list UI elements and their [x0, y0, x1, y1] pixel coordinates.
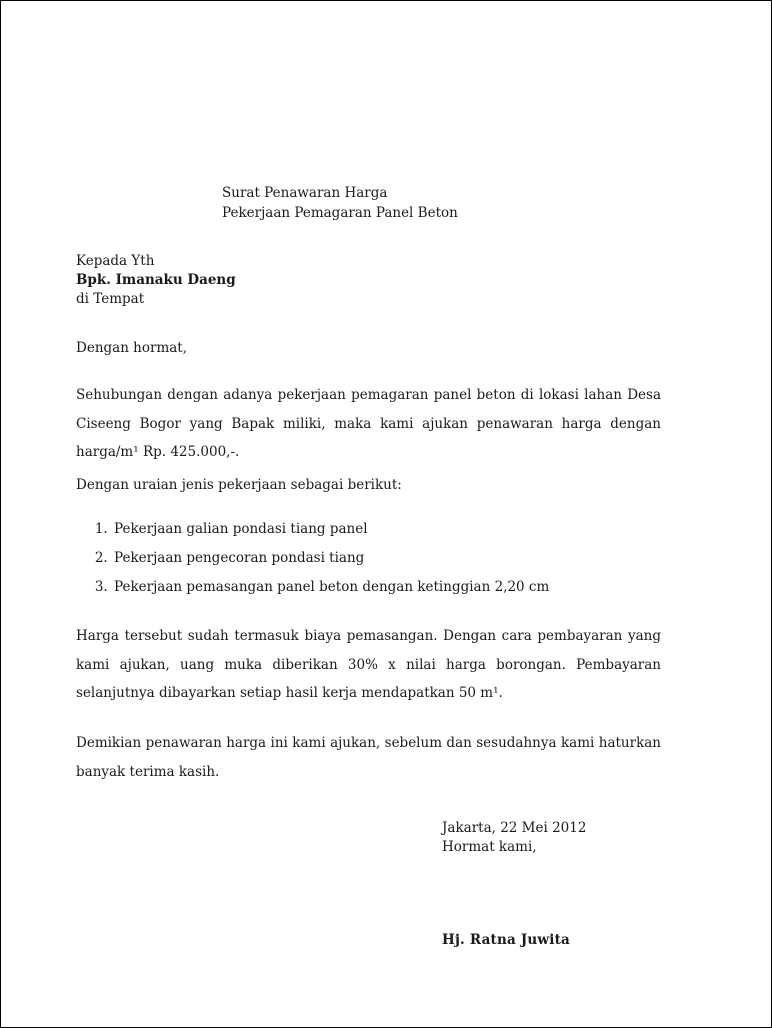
regards: Hormat kami, — [442, 839, 537, 855]
closing-block — [442, 819, 586, 857]
recipient-block — [76, 252, 236, 309]
body-paragraph-payment: Harga tersebut sudah termasuk biaya pemasangan. Dengan cara pembayaran yang kami ajukan, uang muka diberikan 30% x nilai harga borongan. Pembayaran selanjutnya dibayarkan setiap hasil kerja mendapatkan 50 m¹. — [76, 628, 661, 701]
recipient-place: di Tempat — [76, 291, 145, 307]
list-item: 1. Pekerjaan galian pondasi tiang panel — [112, 515, 549, 544]
work-items-list — [76, 515, 549, 602]
recipient-name: Bpk. Imanaku Daeng — [76, 272, 236, 288]
recipient-salutation: Kepada Yth — [76, 253, 155, 269]
heading-subject: Pekerjaan Pemagaran Panel Beton — [222, 205, 458, 221]
body-paragraph-offer: Sehubungan dengan adanya pekerjaan pemagaran panel beton di lokasi lahan Desa Ciseeng Bogor yang Bapak miliki, maka kami ajukan penawaran harga dengan harga/m¹ Rp. 425.000,-. — [76, 387, 661, 460]
body-list-intro: Dengan uraian jenis pekerjaan sebagai berikut: — [76, 477, 402, 493]
greeting: Dengan hormat, — [76, 340, 188, 356]
list-item: 2. Pekerjaan pengecoran pondasi tiang — [112, 544, 549, 573]
heading-title: Surat Penawaran Harga — [222, 185, 388, 201]
list-item: 3. Pekerjaan pemasangan panel beton dengan ketinggian 2,20 cm — [112, 573, 549, 602]
signer-name: Hj. Ratna Juwita — [442, 932, 570, 948]
place-date: Jakarta, 22 Mei 2012 — [442, 820, 587, 836]
letter-heading — [222, 183, 458, 223]
body-paragraph-closing: Demikian penawaran harga ini kami ajukan, sebelum dan sesudahnya kami haturkan banyak terima kasih. — [76, 735, 661, 780]
